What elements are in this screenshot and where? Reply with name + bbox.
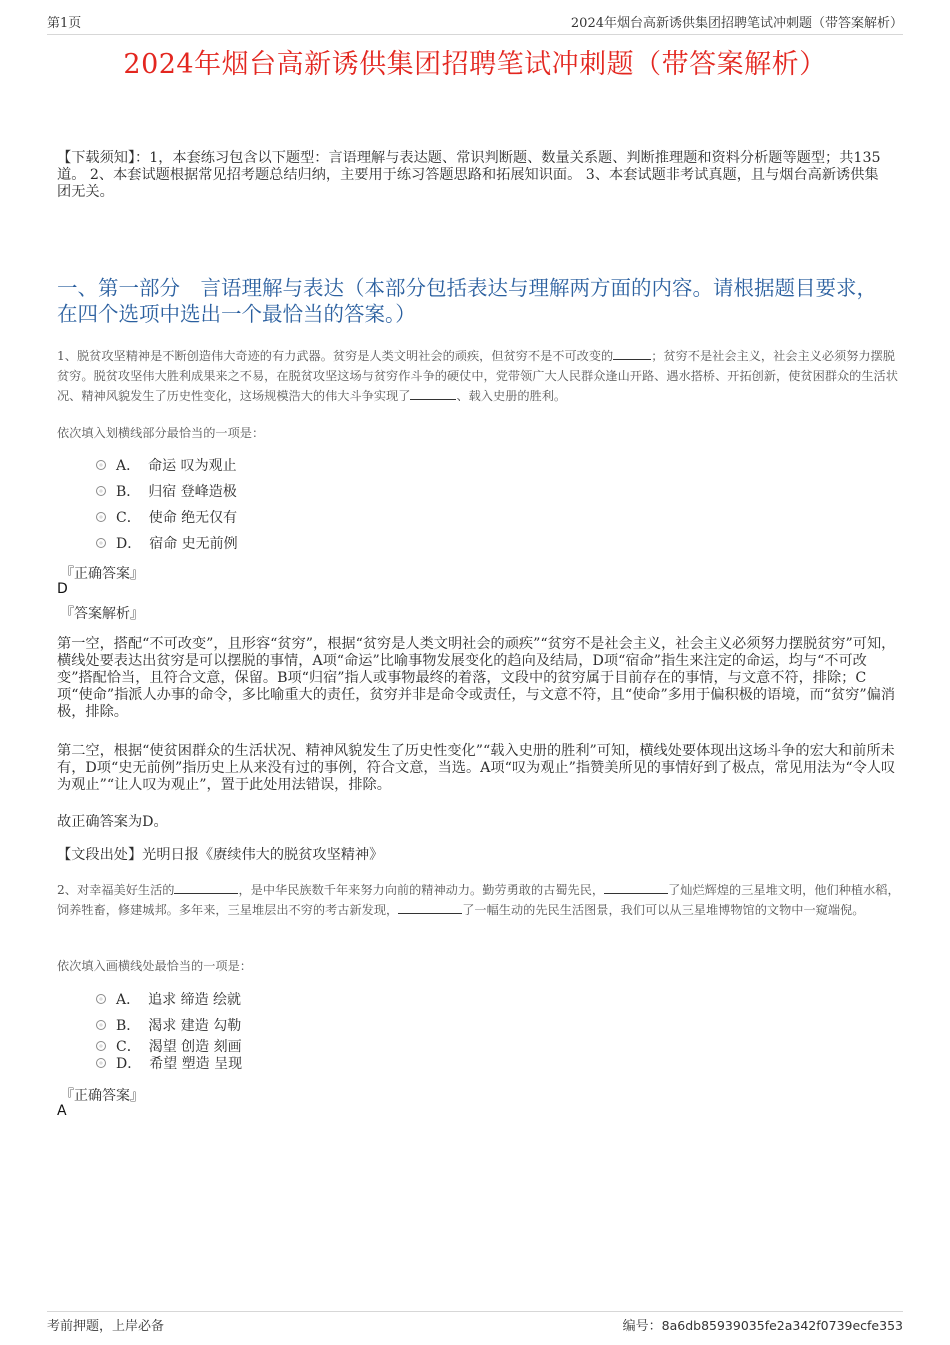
analysis-label: 『答案解析』 (60, 606, 144, 622)
option-a[interactable]: A． 命运 叹为观止 (96, 452, 238, 478)
option-a[interactable]: A． 追求 缔造 绘就 (96, 986, 242, 1012)
radio-icon[interactable] (96, 1041, 106, 1051)
option-c[interactable]: C． 使命 绝无仅有 (96, 504, 238, 530)
correct-answer-label: 『正确答案』 (60, 566, 144, 582)
radio-icon[interactable] (96, 512, 106, 522)
option-b[interactable]: B． 归宿 登峰造极 (96, 478, 238, 504)
option-b[interactable]: B． 渴求 建造 勾勒 (96, 1012, 242, 1038)
page-footer (47, 1311, 903, 1334)
page-header (47, 12, 903, 35)
question-2-options (96, 986, 242, 1072)
radio-icon[interactable] (96, 486, 106, 496)
analysis-conclusion: 故正确答案为D。 (57, 814, 168, 830)
download-notice: 【下载须知】：1，本套练习包含以下题型：言语理解与表达题、常识判断题、数量关系题、判断推理题和资料分析题等题型；共135道。 2、本套试题根据常见招考题总结归纳，主要用于练习答题思路和拓展知识面。 3、本套试题非考试真题，且与烟台高新诱供集团无关。 (57, 150, 881, 200)
blank-1 (613, 347, 651, 360)
question-2-stem: 2、对幸福美好生活的 ，是中华民族数千年来努力向前的精神动力。勤劳勇敢的古蜀先民， 了灿烂辉煌的三星堆文明，他们种植水稻，饲养牲畜，修建城邦。多年来，三星堆层出不穷的考古新发现， 了一幅生动的先民生活图景，我们可以从三星堆博物馆的文物中一窥端倪。 (57, 883, 900, 917)
correct-answer: A (57, 1103, 67, 1119)
option-d[interactable]: D． 宿命 史无前例 (96, 530, 238, 556)
footer-slogan: 考前押题，上岸必备 (47, 1319, 165, 1334)
option-d[interactable]: D． 希望 塑造 呈现 (96, 1054, 242, 1072)
page-number: 第1页 (47, 16, 82, 31)
header-doc-title: 2024年烟台高新诱供集团招聘笔试冲刺题（带答案解析） (570, 16, 903, 31)
option-c[interactable]: C． 渴望 创造 刻画 (96, 1038, 242, 1054)
blank-2 (604, 881, 668, 894)
radio-icon[interactable] (96, 1058, 106, 1068)
question-1-options (96, 452, 238, 556)
section-title: 一、第一部分 言语理解与表达（本部分包括表达与理解两方面的内容。请根据题目要求，在四个选项中选出一个最恰当的答案。） (57, 276, 877, 326)
radio-icon[interactable] (96, 1020, 106, 1030)
question-1-stem: 1、脱贫攻坚精神是不断创造伟大奇迹的有力武器。贫穷是人类文明社会的顽疾，但贫穷不是不可改变的 ；贫穷不是社会主义，社会主义必须努力摆脱贫穷。脱贫攻坚伟大胜利成果来之不易，在脱贫攻坚这场与贫穷作斗争的硬仗中，党带领广大人民群众逢山开路、遇水搭桥、开拓创新，使贫困群众的生活状况、精神风貌发生了历史性变化，这场规模浩大的伟大斗争实现了 、载入史册的胜利。 (57, 349, 898, 403)
document-code: 编号：8a6db85939035fe2a342f0739ecfe353 (622, 1318, 903, 1334)
correct-answer-label: 『正确答案』 (60, 1088, 144, 1104)
question-2-instruction: 依次填入画横线处最恰当的一项是： (57, 959, 252, 973)
radio-icon[interactable] (96, 994, 106, 1004)
blank-2 (410, 387, 456, 400)
radio-icon[interactable] (96, 538, 106, 548)
passage-source: 【文段出处】光明日报《赓续伟大的脱贫攻坚精神》 (57, 847, 384, 863)
blank-1 (174, 881, 238, 894)
analysis-paragraph-2: 第二空，根据“使贫困群众的生活状况、精神风貌发生了历史性变化”“载入史册的胜利”可知，横线处要体现出这场斗争的宏大和前所未有，D项“史无前例”指历史上从来没有过的事例，符合文意，当选。A项“叹为观止”指赞美所见的事情好到了极点，常见用法为“令人叹为观止”“让人叹为观止”，置于此处用法错误，排除。 (57, 743, 896, 793)
document-title: 2024年烟台高新诱供集团招聘笔试冲刺题（带答案解析） (123, 49, 827, 80)
blank-3 (398, 901, 462, 914)
analysis-paragraph-1: 第一空，搭配“不可改变”，且形容“贫穷”，根据“贫穷是人类文明社会的顽疾”“贫穷不是社会主义，社会主义必须努力摆脱贫穷”可知，横线处要表达出贫穷是可以摆脱的事情，A项“命运”比喻事物发展变化的趋向及结局，D项“宿命”指生来注定的命运，均与“不可改变”搭配恰当，且符合文意，保留。B项“归宿”指人或事物最终的着落，文段中的贫穷属于目前存在的事情，与文意不符，排除；C项“使命”指派人办事的命令，多比喻重大的责任，贫穷并非是命令或责任，与文意不符，且“使命”多用于偏积极的语境，而“贫穷”偏消极，排除。 (57, 636, 896, 720)
radio-icon[interactable] (96, 460, 106, 470)
correct-answer: D (57, 581, 68, 597)
question-1-instruction: 依次填入划横线部分最恰当的一项是： (57, 426, 265, 440)
